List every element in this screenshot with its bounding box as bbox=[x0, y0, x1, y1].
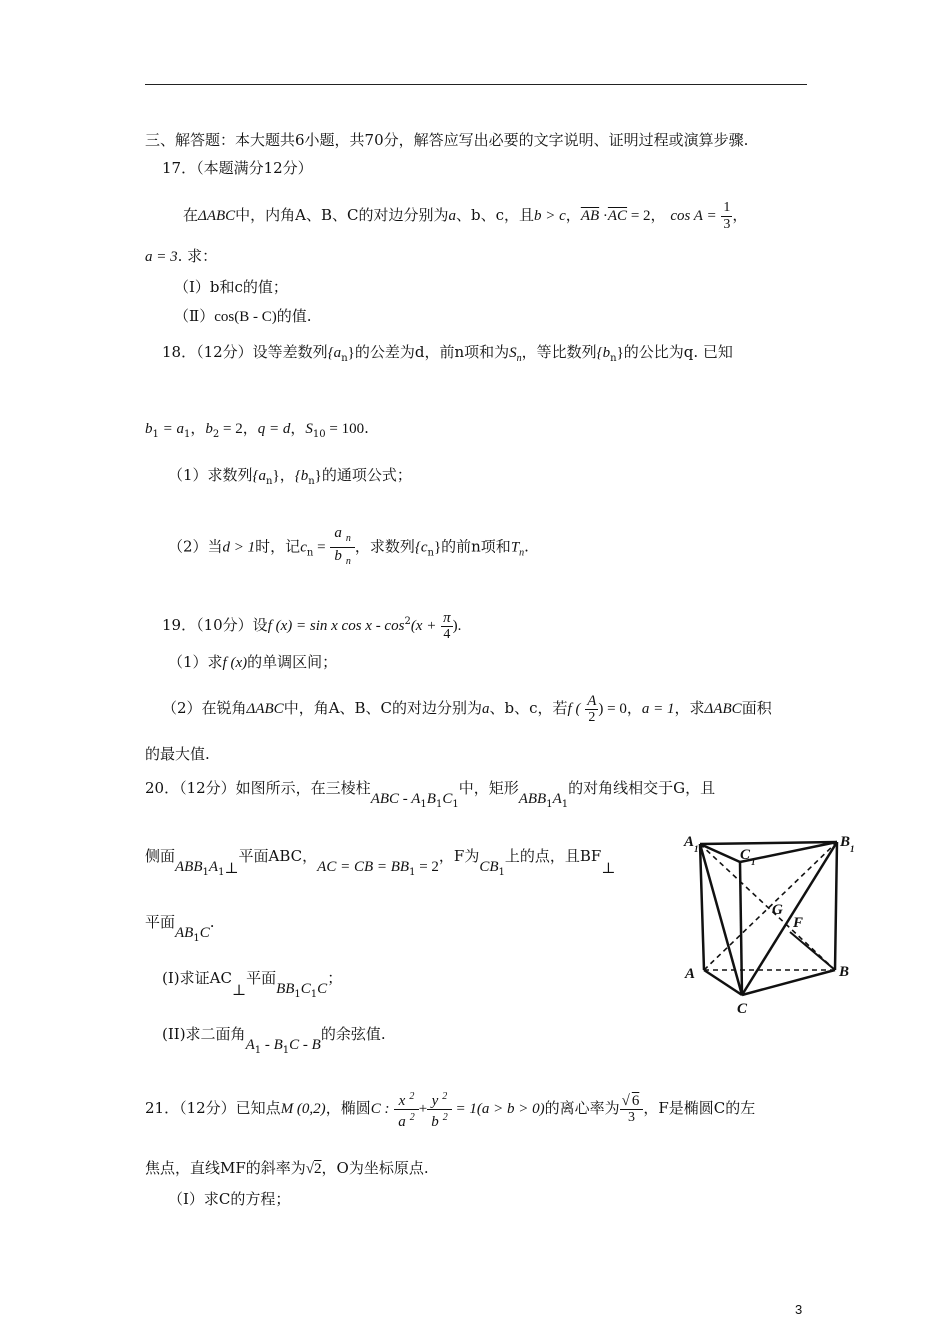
sqrt-2: √2 bbox=[305, 1161, 322, 1177]
q19-part2-cont: 的最大值. bbox=[145, 745, 210, 763]
q17-stem: 在ΔABC中，内角A、B、C的对边分别为a、b、c，且b > c，$\overline{AB} \cdot\overline{AC} = 2$， cos A = $\frac{1}{3}$ ， bbox=[183, 199, 748, 232]
fraction-A-over-2: $\frac{A}{2}$ bbox=[587, 692, 597, 725]
q21-line2: 焦点，直线MF的斜率为√2，O为坐标原点. bbox=[145, 1159, 429, 1177]
fraction-one-third: $\frac{1}{3}$ bbox=[723, 199, 731, 232]
q17-title: 17．（本题满分12分） bbox=[162, 159, 313, 177]
fraction-sqrt6-over-3: $\frac{√ 6}{3}$ bbox=[620, 1093, 644, 1126]
q18-line1: 18．（12分）设等差数列$\{a_n\}$的公差为d，前n项和为$S_n$，等比数列$\{b_n\}$的公比为q. 已知 bbox=[162, 343, 733, 364]
section-header: 三、解答题：本大题共6小题，共70分，解答应写出必要的文字说明、证明过程或演算步骤. bbox=[145, 131, 749, 149]
label-B: B bbox=[839, 964, 850, 980]
svg-text:1: 1 bbox=[751, 857, 756, 867]
q20-line1: 20．（12分）如图所示，在三棱柱ABC - $A_1B_1C_1$中，矩形$ABB_1A_1$的对角线相交于G，且 bbox=[145, 779, 716, 810]
svg-text:1: 1 bbox=[694, 844, 699, 854]
edge-A1A bbox=[700, 844, 704, 970]
label-G: G bbox=[772, 902, 783, 918]
q21-part1: （Ⅰ）求C的方程； bbox=[168, 1190, 291, 1208]
fraction-an-over-bn: $\frac{a _n}{b _n}$ bbox=[330, 525, 355, 570]
label-F: F bbox=[793, 915, 804, 931]
q19-line1: 19．（10分）设f (x) = sin x cos x - $\cos^2(x$ + $\frac{\pi}{4}$ ). bbox=[162, 609, 462, 642]
fraction-y2-over-b2: $\frac{y ^2}{b ^2}$ bbox=[427, 1089, 452, 1130]
label-C: C bbox=[737, 1001, 748, 1017]
q20-part2: (II)求二面角$A_1 - B_1C$ - B的余弦值. bbox=[162, 1025, 386, 1056]
q18-part1: （1）求数列$\{a_n\}$，$\{b_n\}$的通项公式； bbox=[168, 466, 412, 487]
segment-BF bbox=[790, 932, 835, 970]
prism-figure bbox=[682, 832, 857, 1017]
q21-line1: 21．（12分）已知点M (0,2)，椭圆C : $\frac{x ^2}{a ^2}$ + $\frac{y ^2}{b ^2}$ = 1(a > b > 0)的离心率为 $\frac{√ 6}{3}$ ，F是椭圆C的左 bbox=[145, 1090, 756, 1130]
q20-part1: (I)求证AC⊥平面$BB_1C_1C$； bbox=[162, 969, 343, 1000]
label-C1: C bbox=[740, 847, 751, 863]
fraction-x2-over-a2: $\frac{x ^2}{a ^2}$ bbox=[394, 1089, 419, 1130]
label-A1: A bbox=[684, 834, 695, 850]
fraction-pi-over-4: $\frac{\pi}{4}$ bbox=[443, 609, 451, 642]
edge-A1C1 bbox=[700, 844, 740, 862]
header-rule bbox=[145, 84, 807, 85]
q17-part1: （Ⅰ）b和c的值； bbox=[174, 278, 288, 296]
q19-part1: （1）求f (x)的单调区间； bbox=[168, 653, 338, 671]
q19-part2: （2）在锐角ΔABC中，角A、B、C的对边分别为a、b、c，若f ( $\frac{A}{2}$ ) = 0，a = 1，求ΔABC面积 bbox=[162, 692, 772, 725]
label-B1: B bbox=[840, 834, 851, 850]
svg-text:1: 1 bbox=[850, 844, 855, 854]
q18-conditions: $b_1 = a_1$，$b_2 = 2$，q = d，$S_{10} = 100$. bbox=[145, 419, 369, 440]
page-number: 3 bbox=[795, 1302, 803, 1317]
q17-part2: （Ⅱ）cos(B - C)的值. bbox=[174, 307, 312, 325]
q17-stem-cont: a = 3. 求： bbox=[145, 247, 218, 265]
q20-line3: 平面$AB_1C$. bbox=[145, 913, 215, 944]
label-A: A bbox=[685, 966, 696, 982]
q20-line2: 侧面$ABB_1A_1\perp$平面ABC，AC = CB = $BB_1 = 2$，F为$CB_1$上的点，且BF⊥ bbox=[145, 847, 616, 878]
edge-B1B bbox=[835, 842, 837, 970]
q18-part2: （2）当d > 1时，记$c_n$ = $\frac{a _n}{b _n}$ ，求数列$\{c_n\}$的前n项和$T_n$. bbox=[168, 525, 529, 574]
edge-A1B1 bbox=[700, 842, 837, 844]
